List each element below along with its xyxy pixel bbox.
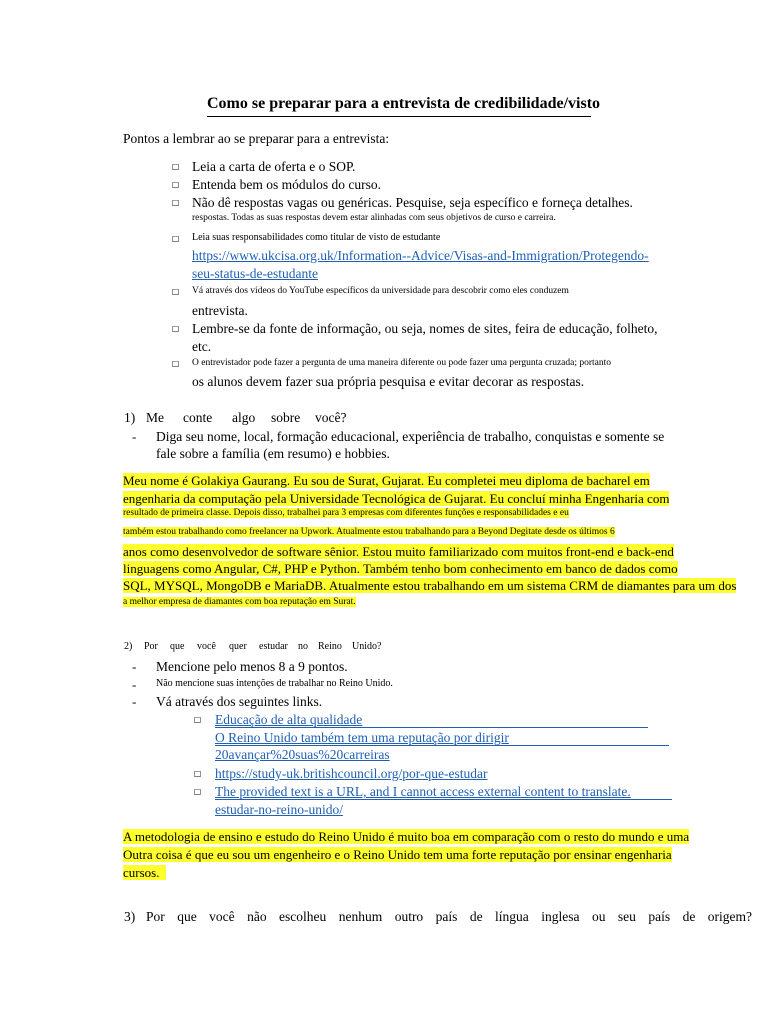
q2-bullet-1: Mencione pelo menos 8 a 9 pontos. [156,659,348,674]
q2-word: quer [229,641,247,652]
q3-word: de [469,909,483,924]
q1-answer-line: resultado de primeira classe. Depois disso, trabalhei para 3 empresas com diferentes funções e responsabilidades e eu [123,508,569,518]
checklist-item-2: Entenda bem os módulos do curso. [192,177,381,192]
q3-word: origem? [707,909,752,924]
q2-answer-line: Outra coisa é que eu sou um engenheiro e o Reino Unido tem uma forte reputação por ensinar engenharia [123,847,672,862]
q2-word: estudar [259,641,288,652]
intro-text: Pontos a lembrar ao se preparar para a entrevista: [123,131,390,146]
study-uk-link-end[interactable]: unido/ [308,802,343,817]
q2-answer-line: cursos. [123,865,166,881]
q3-word: país [435,909,458,924]
checklist-item-6: Lembre-se da fonte de informação, ou seja, nomes de sites, feira de educação, folheto, [192,321,658,336]
checklist-item-3-cont: respostas. Todas as suas respostas devem estar alinhadas com seus objetivos de curso e carreira. [192,213,556,223]
checklist-item-4: Leia suas responsabilidades como titular de visto de estudante [192,232,441,243]
q3-word: escolheu [279,909,327,924]
q3-word: você [209,909,235,924]
q1-number: 1) [124,410,136,425]
q3-word: país [648,909,671,924]
link-underline [215,745,669,746]
checkbox-icon: ☐ [172,356,180,370]
url-note-link[interactable]: The provided text is a URL, and I cannot access external content to translate. [215,784,631,799]
bullet-dash: - [132,694,137,709]
checkbox-icon: ☐ [172,284,180,298]
q1-word: sobre [271,410,301,425]
q3-word: língua [495,909,529,924]
q1-word: algo [232,410,256,425]
checklist-item-5-cont: entrevista. [192,303,248,318]
checkbox-icon: ☐ [172,195,180,209]
checklist-item-5: Vá através dos vídeos do YouTube específicos da universidade para descobrir como eles conduzem [192,286,569,296]
q1-bullet-1-cont: fale sobre a família (em resumo) e hobbies. [156,446,390,461]
q1-answer-line: SQL, MYSQL, MongoDB e MariaDB. Atualmente estou trabalhando em um sistema CRM de diamantes para um dos [123,578,737,593]
ukcisa-link[interactable]: https://www.ukcisa.org.uk/Information--Advice/Visas-and-Immigration/Protegendo- [192,248,649,263]
checkbox-icon: ☐ [172,231,180,245]
q2-word: Por [144,641,158,652]
q1-answer-line: a melhor empresa de diamantes com boa reputação em Surat. [123,597,356,607]
q3-number: 3) [124,909,136,924]
q2-word: no [298,641,308,652]
page-title: Como se preparar para a entrevista de credibilidade/visto [207,95,601,112]
checklist-item-7: O entrevistador pode fazer a pergunta de uma maneira diferente ou pode fazer uma pergunta cruzada; portanto [192,358,612,368]
q3-word: outro [394,909,424,924]
q2-word: que [170,641,185,652]
study-uk-link[interactable]: estudar-no-reino- [215,802,309,817]
q3-word: que [177,909,197,924]
checkbox-icon: ☐ [194,712,202,726]
q1-answer-line: engenharia da computação pela Universidade Tecnológica de Gujarat. Eu concluí minha Engenharia com [123,491,670,506]
q1-answer-line: Meu nome é Golakiya Gaurang. Eu sou de Surat, Gujarat. Eu completei meu diploma de bacharel em [123,473,650,488]
checkbox-icon: ☐ [194,766,202,780]
q1-word: Me [146,410,164,425]
bullet-dash: - [132,429,137,444]
checklist-item-6-cont: etc. [192,339,212,354]
q1-word: conte [183,410,213,425]
education-quality-link[interactable]: Educação de alta qualidade [215,712,363,727]
q2-number: 2) [124,641,133,652]
reputation-link[interactable]: O Reino Unido também tem uma reputação por dirigir [215,730,509,745]
q3-word: seu [617,909,636,924]
q1-answer-line: anos como desenvolvedor de software sênior. Estou muito familiarizado com muitos front-end e back-end [123,544,674,559]
q3-word: Por [146,909,165,924]
ukcisa-link-cont[interactable]: seu-status-de-estudante [192,266,318,281]
link-underline [215,727,648,728]
q2-word: você [197,641,216,652]
reputation-link-cont[interactable]: 20avançar%20suas%20carreiras [215,747,390,762]
q3-word: nenhum [338,909,383,924]
title-underline [207,116,591,117]
q2-bullet-3: Vá através dos seguintes links. [156,694,323,709]
q1-answer-line: linguagens como Angular, C#, PHP e Python. Também tenho bom conhecimento em banco de dados como [123,561,678,576]
q2-bullet-2: Não mencione suas intenções de trabalhar no Reino Unido. [156,678,393,689]
q3-word: ou [591,909,606,924]
q1-bullet-1: Diga seu nome, local, formação educacional, experiência de trabalho, conquistas e somente se [156,429,665,444]
bullet-dash: - [132,677,137,692]
q1-answer-line: também estou trabalhando como freelancer na Upwork. Atualmente estou trabalhando para a Beyond Degitate desde os últimos 6 [123,527,615,537]
q2-word: Unido? [352,641,382,652]
checklist-item-3: Não dê respostas vagas ou genéricas. Pesquise, seja específico e forneça detalhes. [192,195,633,210]
british-council-link[interactable]: https://study-uk.britishcouncil.org/por-que-estudar [215,766,488,781]
bullet-dash: - [132,659,137,674]
checkbox-icon: ☐ [172,159,180,173]
checkbox-icon: ☐ [194,784,202,798]
link-underline [215,799,672,800]
checklist-item-7-cont: os alunos devem fazer sua própria pesquisa e evitar decorar as respostas. [192,374,585,389]
q2-word: Reino [318,641,342,652]
checkbox-icon: ☐ [172,321,180,335]
checkbox-icon: ☐ [172,177,180,191]
checklist-item-1: Leia a carta de oferta e o SOP. [192,159,356,174]
q1-word: você? [315,410,347,425]
q3-word: de [682,909,696,924]
q3-word: não [247,909,267,924]
q2-answer-line: A metodologia de ensino e estudo do Reino Unido é muito boa em comparação com o resto do mundo e uma [123,829,690,844]
q3-word: inglesa [541,909,580,924]
